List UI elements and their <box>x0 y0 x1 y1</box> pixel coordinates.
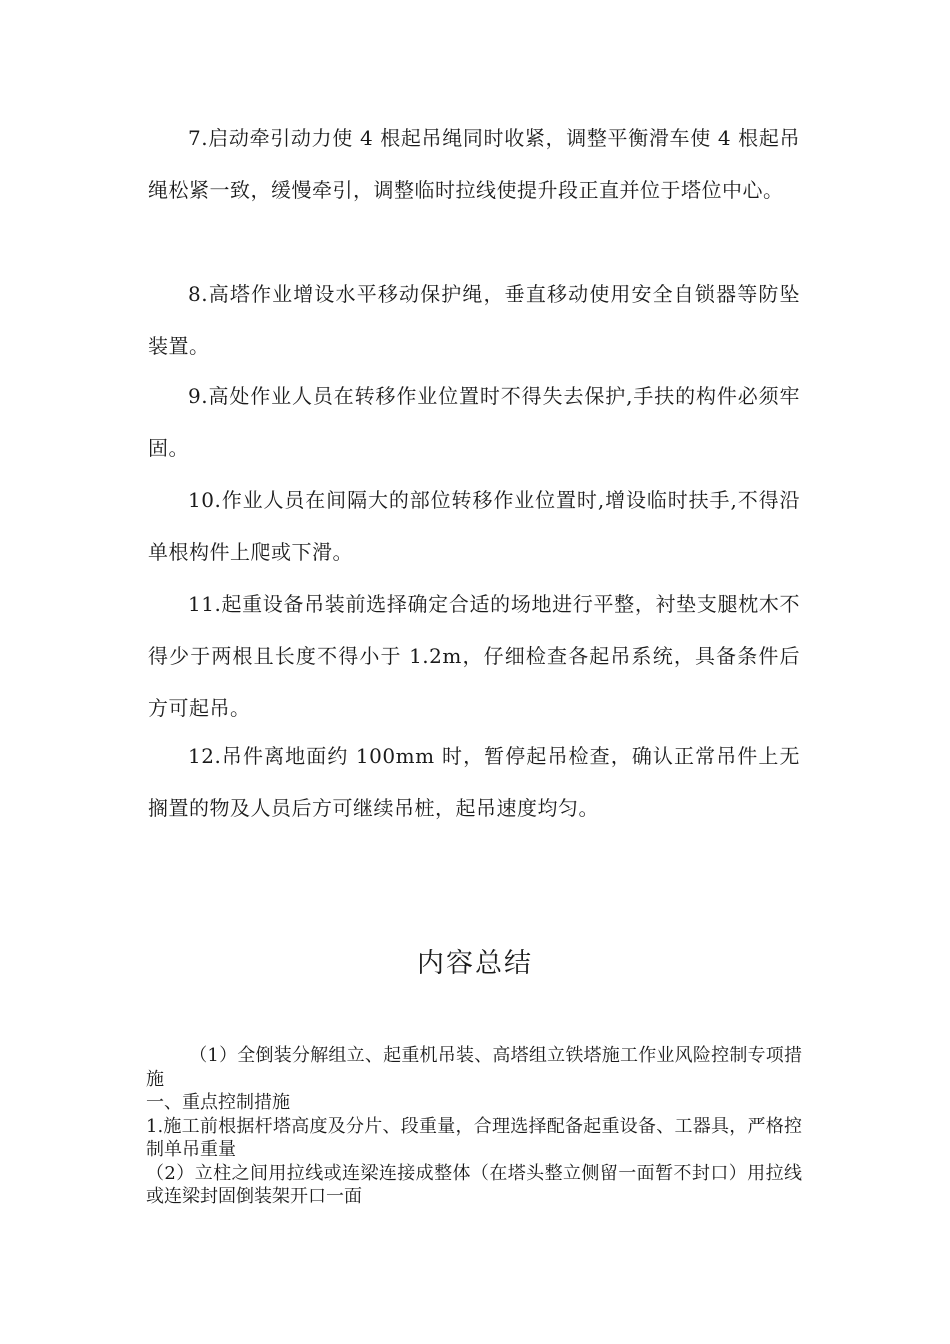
paragraph-item-10: 10.作业人员在间隔大的部位转移作业位置时,增设临时扶手,不得沿单根构件上爬或下滑。 <box>148 488 800 564</box>
summary-line: 1.施工前根据杆塔高度及分片、段重量，合理选择配备起重设备、工器具，严格控制单吊重量 <box>146 1115 802 1160</box>
paragraph-item-8: 8.高塔作业增设水平移动保护绳，垂直移动使用安全自锁器等防坠装置。 <box>148 282 800 358</box>
summary-line: 一、重点控制措施 <box>146 1092 290 1113</box>
summary-line: （1）全倒装分解组立、起重机吊装、高塔组立铁塔施工作业风险控制专项措施 <box>146 1045 802 1090</box>
paragraph-item-12: 12.吊件离地面约 100mm 时，暂停起吊检查，确认正常吊件上无搁置的物及人员后方可继续吊桩，起吊速度均匀。 <box>148 744 800 820</box>
summary-section <box>146 1044 802 1209</box>
paragraph-item-7: 7.启动牵引动力使 4 根起吊绳同时收紧，调整平衡滑车使 4 根起吊绳松紧一致，缓慢牵引，调整临时拉线使提升段正直并位于塔位中心。 <box>148 126 800 202</box>
summary-title: 内容总结 <box>417 948 533 979</box>
summary-line: （2）立柱之间用拉线或连梁连接成整体（在塔头整立侧留一面暂不封口）用拉线或连梁封固倒装架开口一面 <box>146 1162 802 1207</box>
paragraph-item-9: 9.高处作业人员在转移作业位置时不得失去保护,手扶的构件必须牢固。 <box>148 384 800 460</box>
paragraph-item-11: 11.起重设备吊装前选择确定合适的场地进行平整，衬垫支腿枕木不得少于两根且长度不得小于 1.2m，仔细检查各起吊系统，具备条件后方可起吊。 <box>148 592 800 720</box>
